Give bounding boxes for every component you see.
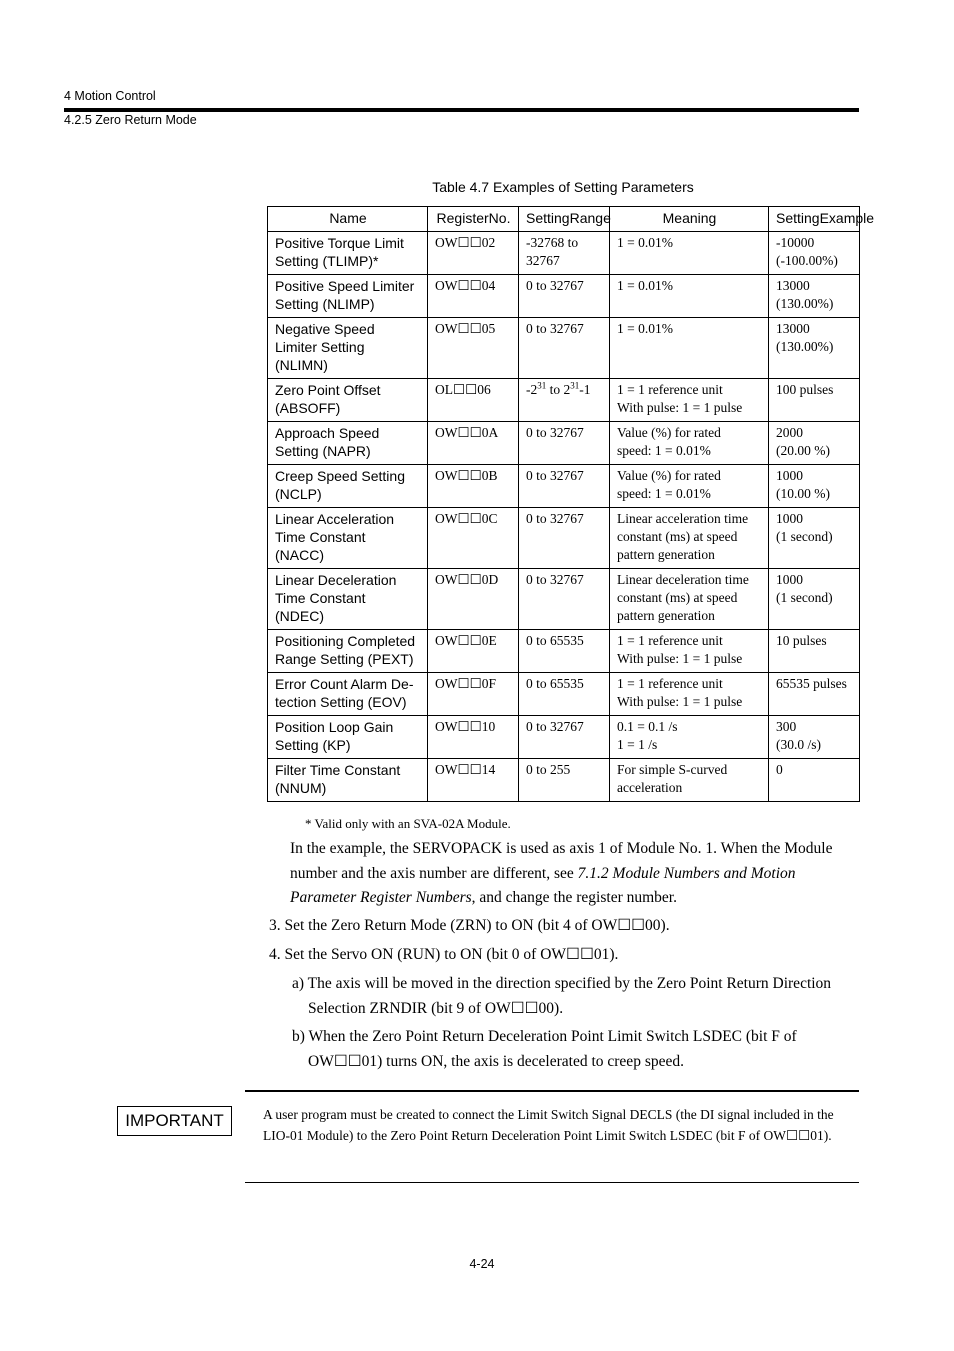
cell-register: OW☐☐02 (428, 232, 519, 275)
table-row (268, 379, 860, 422)
cell-range: -32768 to 32767 (519, 232, 610, 275)
cell-meaning: Value (%) for rated speed: 1 = 0.01% (610, 422, 769, 465)
cell-example: 1000 (1 second) (769, 508, 860, 569)
important-note: A user program must be created to connect the Limit Switch Signal DECLS (the DI signal included in the LIO-01 Module) to the Zero Point Return Deceleration Point Limit Switch LSDEC (bit F of OW☐☐01). (263, 1107, 834, 1143)
important-label: IMPORTANT (117, 1106, 232, 1136)
table-row (268, 422, 860, 465)
cell-example: 2000 (20.00 %) (769, 422, 860, 465)
cell-example: 65535 pulses (769, 673, 860, 716)
cell-register: OW☐☐0D (428, 569, 519, 630)
cell-example: -10000 (-100.00%) (769, 232, 860, 275)
cell-meaning: For simple S-curved acceleration (610, 759, 769, 802)
chapter-header: 4 Motion Control (64, 89, 156, 103)
important-rule-top (245, 1090, 859, 1092)
cell-range: 0 to 32767 (519, 465, 610, 508)
cell-example: 1000 (10.00 %) (769, 465, 860, 508)
cross-reference: 7.1.2 Module Numbers and Motion Parameter Register Numbers (290, 864, 796, 906)
cell-range: 0 to 32767 (519, 318, 610, 379)
cell-register: OW☐☐0A (428, 422, 519, 465)
step-4: 4. Set the Servo ON (RUN) to ON (bit 0 of OW☐☐01). (269, 946, 619, 963)
cell-range: 0 to 65535 (519, 630, 610, 673)
col-header-example: SettingExample (769, 207, 860, 232)
cell-register: OL☐☐06 (428, 379, 519, 422)
cell-meaning: Linear deceleration time constant (ms) at speed pattern generation (610, 569, 769, 630)
substep-a-line-1: a) The axis will be moved in the direction specified by the Zero Point Return Direction (292, 975, 832, 992)
example-text-2: , and change the register number. (471, 889, 677, 906)
cell-name: Position Loop Gain Setting (KP) (268, 716, 428, 759)
cell-register: OW☐☐04 (428, 275, 519, 318)
cell-meaning: Linear acceleration time constant (ms) at speed pattern generation (610, 508, 769, 569)
cell-name: Filter Time Constant (NNUM) (268, 759, 428, 802)
cell-range: $-2^{31}$ to $2^{31}-1$ (519, 379, 610, 422)
cell-name: Zero Point Offset (ABSOFF) (268, 379, 428, 422)
table-footnote: * Valid only with an SVA-02A Module. (305, 816, 511, 831)
cell-example: 0 (769, 759, 860, 802)
col-header-range: SettingRange (519, 207, 610, 232)
cell-register: OW☐☐05 (428, 318, 519, 379)
cell-example: 300 (30.0 /s) (769, 716, 860, 759)
cell-range: 0 to 32767 (519, 508, 610, 569)
col-header-meaning: Meaning (610, 207, 769, 232)
cell-example: 1000 (1 second) (769, 569, 860, 630)
cell-meaning: 1 = 0.01% (610, 318, 769, 379)
cell-meaning: Value (%) for rated speed: 1 = 0.01% (610, 465, 769, 508)
cell-name: Positioning Completed Range Setting (PEXT) (268, 630, 428, 673)
col-header-register: RegisterNo. (428, 207, 519, 232)
table-row (268, 508, 860, 569)
cell-meaning: 1 = 1 reference unit With pulse: 1 = 1 pulse (610, 673, 769, 716)
substep-b-line-1: b) When the Zero Point Return Deceleration Point Limit Switch LSDEC (bit F of (292, 1028, 797, 1045)
table-row (268, 275, 860, 318)
header-rule (64, 108, 859, 112)
cell-name: Error Count Alarm De- tection Setting (EOV) (268, 673, 428, 716)
cell-meaning: 1 = 0.01% (610, 232, 769, 275)
table-caption: Table 4.7 Examples of Setting Parameters (432, 179, 694, 195)
parameters-table (267, 206, 875, 802)
example-paragraph (290, 837, 860, 911)
table-row (268, 716, 860, 759)
table-row (268, 232, 860, 275)
table-row (268, 673, 860, 716)
table-header-row (268, 207, 860, 232)
cell-meaning: 1 = 1 reference unit With pulse: 1 = 1 pulse (610, 379, 769, 422)
step-3: 3. Set the Zero Return Mode (ZRN) to ON (bit 4 of OW☐☐00). (269, 917, 670, 934)
table-body (268, 232, 860, 802)
substep-b (292, 1025, 860, 1074)
cell-name: Positive Speed Limiter Setting (NLIMP) (268, 275, 428, 318)
cell-example: 13000 (130.00%) (769, 275, 860, 318)
cell-name: Linear Acceleration Time Constant (NACC) (268, 508, 428, 569)
table-row (268, 465, 860, 508)
cell-example: 13000 (130.00%) (769, 318, 860, 379)
table-row (268, 318, 860, 379)
cell-name: Negative Speed Limiter Setting (NLIMN) (268, 318, 428, 379)
important-rule-bottom (245, 1182, 859, 1183)
example-text-1: In the example, the SERVOPACK is used as axis 1 of Module No. 1. When the Module number and the axis number are different, see (290, 840, 833, 882)
cell-name: Linear Deceleration Time Constant (NDEC) (268, 569, 428, 630)
substep-a (292, 972, 860, 1021)
cell-register: OW☐☐14 (428, 759, 519, 802)
cell-name: Approach Speed Setting (NAPR) (268, 422, 428, 465)
cell-range: 0 to 32767 (519, 716, 610, 759)
cell-range: 0 to 32767 (519, 569, 610, 630)
cell-register: OW☐☐0E (428, 630, 519, 673)
cell-name: Positive Torque Limit Setting (TLIMP)* (268, 232, 428, 275)
section-header: 4.2.5 Zero Return Mode (64, 113, 197, 127)
table-row (268, 759, 860, 802)
table-row (268, 630, 860, 673)
substep-b-line-2: OW☐☐01) turns ON, the axis is decelerated to creep speed. (308, 1052, 684, 1070)
cell-range: 0 to 65535 (519, 673, 610, 716)
cell-name: Creep Speed Setting (NCLP) (268, 465, 428, 508)
cell-meaning: 1 = 1 reference unit With pulse: 1 = 1 pulse (610, 630, 769, 673)
cell-example: 10 pulses (769, 630, 860, 673)
cell-register: OW☐☐0C (428, 508, 519, 569)
substep-a-line-2: Selection ZRNDIR (bit 9 of OW☐☐00). (308, 999, 564, 1017)
cell-meaning: 1 = 0.01% (610, 275, 769, 318)
col-header-name: Name (268, 207, 428, 232)
table-row (268, 569, 860, 630)
cell-meaning: 0.1 = 0.1 /s 1 = 1 /s (610, 716, 769, 759)
cell-range: 0 to 255 (519, 759, 610, 802)
cell-example: 100 pulses (769, 379, 860, 422)
page-number: 4-24 (469, 1257, 495, 1271)
cell-range: 0 to 32767 (519, 275, 610, 318)
cell-register: OW☐☐10 (428, 716, 519, 759)
cell-register: OW☐☐0B (428, 465, 519, 508)
cell-register: OW☐☐0F (428, 673, 519, 716)
cell-range: 0 to 32767 (519, 422, 610, 465)
